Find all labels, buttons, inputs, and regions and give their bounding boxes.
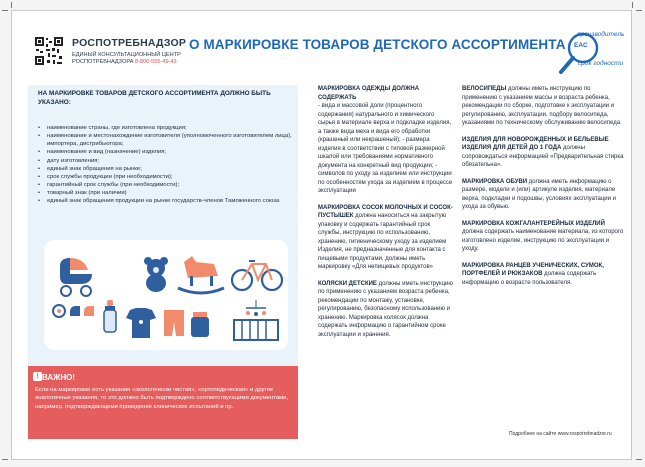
section-title: МАРКИРОВКА СОСОК МОЛОЧНЫХ И СОСОК-ПУСТЫШЕК (318, 204, 453, 220)
section-text: должна содержать наименование материала, из которого изготовлено изделие, инструкцию по эксплуатации и уходу. (462, 229, 624, 253)
brand-subtitle-line2 (72, 59, 177, 65)
info-section-newborn (462, 136, 625, 170)
brand-name: РОСПОТРЕБНАДЗОР (72, 37, 187, 49)
list-item: • дату изготовления; (38, 157, 296, 165)
list-item: • товарный знак (при наличии) (38, 189, 296, 197)
baby-clothes-icon (124, 306, 158, 340)
bicycle-icon (230, 256, 284, 292)
brand-subtitle: ЕДИНЫЙ КОНСУЛЬТАЦИОННЫЙ ЦЕНТР (72, 52, 181, 58)
pacifier-icon (50, 302, 68, 320)
baby-pants-icon (162, 308, 186, 338)
warning-icon: ! (33, 372, 42, 381)
section-title: МАРКИРОВКА КОЖГАЛАНТЕРЕЙНЫХ ИЗДЕЛИЙ (462, 220, 605, 227)
info-column-1 (318, 85, 453, 347)
section-title: ИЗДЕЛИЯ ДЛЯ НОВОРОЖДЕННЫХ И БЕЛЬЕВЫЕ ИЗДЕЛИЯ ДЛЯ ДЕТЕЙ ДО 1 ГОДА (462, 136, 609, 152)
section-text: должна иметь информацию о размере, модели и (или) артикуле изделия, материале верха, подкладки и подошвы, условиях эксплуатации и ухода за обувью. (462, 178, 617, 211)
warning-title: ВАЖНО! (42, 373, 76, 382)
section-text: - вида и массовой доли (процентного содержания) натурального и химического сырья в материале верха и подкладке изделия, а также вида меха и вида его обработки (крашеный или некрашеный); - размера изделия в соответствии с типовой размерной шкалой или требованиями нормативного документа на конкретный вид продукции; - символов по уходу за изделием или инструкции по особенностям ухода за изделием в процессе эксплуатации (318, 103, 453, 195)
info-section-strollers (318, 280, 453, 340)
info-section-clothing (318, 85, 453, 196)
section-text: должны сопровождаться информацией «Предварительная стирка обязательна». (462, 145, 624, 169)
baby-shoes-icon (68, 302, 98, 320)
list-item: • наименование страны, где изготовлена продукция; (38, 124, 296, 132)
list-item: • наименование и местонахождение изготовителя (уполномоченного изготовителем лица), импортера, дистрибьютора; (38, 132, 296, 148)
requirements-panel (28, 85, 298, 439)
crop-mark (632, 2, 633, 8)
eac-mark: EAC (574, 42, 588, 49)
crop-mark (2, 10, 8, 11)
logo-label-top: производитель (577, 31, 625, 38)
section-text: должны иметь инструкцию по применению с указанием массы и возраста ребенка, рекомендации по сборке, подготовке к эксплуатации и регулированию, эксплуатации, подбору велосипеда, указаниями по техническому обслуживанию велосипеда. (462, 86, 622, 127)
teddy-bear-icon (142, 256, 170, 292)
logo-label-bottom: срок годности (578, 60, 624, 67)
warning-text: Если на маркировке есть указания «экологически чистая», «ортопедическая» и другие аналогичные указания, то это должно быть подтверждено соответствующими документами, например, подтверждающими проведение клинических испытаний и пр. (35, 387, 289, 410)
section-text: должна содержать информацию о возрасте пользователя. (462, 271, 597, 286)
rocking-horse-icon (174, 252, 228, 298)
warning-box (28, 366, 298, 439)
brand-org: РОСПОТРЕБНАДЗОРА (72, 59, 134, 65)
stroller-icon (54, 254, 98, 298)
crop-mark (636, 10, 642, 11)
section-title: МАРКИРОВКА ОБУВИ (462, 178, 528, 185)
page-title: О МАРКИРОВКЕ ТОВАРОВ ДЕТСКОГО АССОРТИМЕНТА (189, 37, 566, 52)
crib-icon (230, 300, 282, 344)
bottle-icon (102, 300, 118, 334)
list-item: • срок службы продукции (при необходимости); (38, 173, 296, 181)
info-section-leather-goods (462, 220, 625, 254)
crop-mark (2, 459, 8, 460)
crop-mark (636, 459, 642, 460)
info-section-pacifiers (318, 204, 453, 272)
section-title: МАРКИРОВКА ОДЕЖДЫ ДОЛЖНА СОДЕРЖАТЬ (318, 86, 420, 101)
section-title: МАРКИРОВКА РАНЦЕВ УЧЕНИЧЕСКИХ, СУМОК, ПОРТФЕЛЕЙ И РЮКЗАКОВ (462, 262, 604, 278)
section-title: КОЛЯСКИ ДЕТСКИЕ (318, 280, 377, 287)
hotline-phone: 8-800-555-49-43 (134, 59, 177, 65)
qr-code-icon (34, 36, 64, 66)
crop-mark (11, 2, 12, 8)
section-text: должны иметь инструкцию по применению с указанием возраста ребенка, рекомендации по монтажу, установке, регулированию, безопасному использованию и хранению. Маркировка колясок должна содержать информацию о гарантийном сроке эксплуатации и хранения. (318, 280, 453, 338)
footer-note: Подробнее на сайте www.rospotrebnadzor.ru (509, 431, 612, 437)
section-title: ВЕЛОСИПЕДЫ (462, 86, 507, 92)
info-section-bicycles (462, 85, 625, 128)
baby-food-jar-icon (190, 312, 210, 338)
list-item: • гарантийный срок службы (при необходимости); (38, 181, 296, 189)
section-text: должна наноситься на закрытую упаковку и содержать гарантийный срок службы, инструкцию по использованию, хранению, гигиеническому уходу за изделием Изделия, не предназначенные для контакта с пищевыми продуктами, должны иметь маркировку «Для непищевых продуктов» (318, 213, 447, 271)
list-item: • единый знак обращения продукции на рынке государств-членов Таможенного союза (38, 197, 296, 205)
info-section-shoes (462, 178, 625, 212)
list-item: • наименование и вид (назначение) изделия; (38, 148, 296, 156)
requirements-list (38, 124, 296, 205)
kids-goods-illustration (44, 240, 288, 350)
info-column-2 (462, 85, 625, 295)
list-item: • единый знак обращения на рынке; (38, 165, 296, 173)
info-section-school-bags (462, 262, 625, 288)
requirements-title: НА МАРКИРОВКЕ ТОВАРОВ ДЕТСКОГО АССОРТИМЕНТА ДОЛЖНО БЫТЬ УКАЗАНО: (38, 90, 271, 106)
